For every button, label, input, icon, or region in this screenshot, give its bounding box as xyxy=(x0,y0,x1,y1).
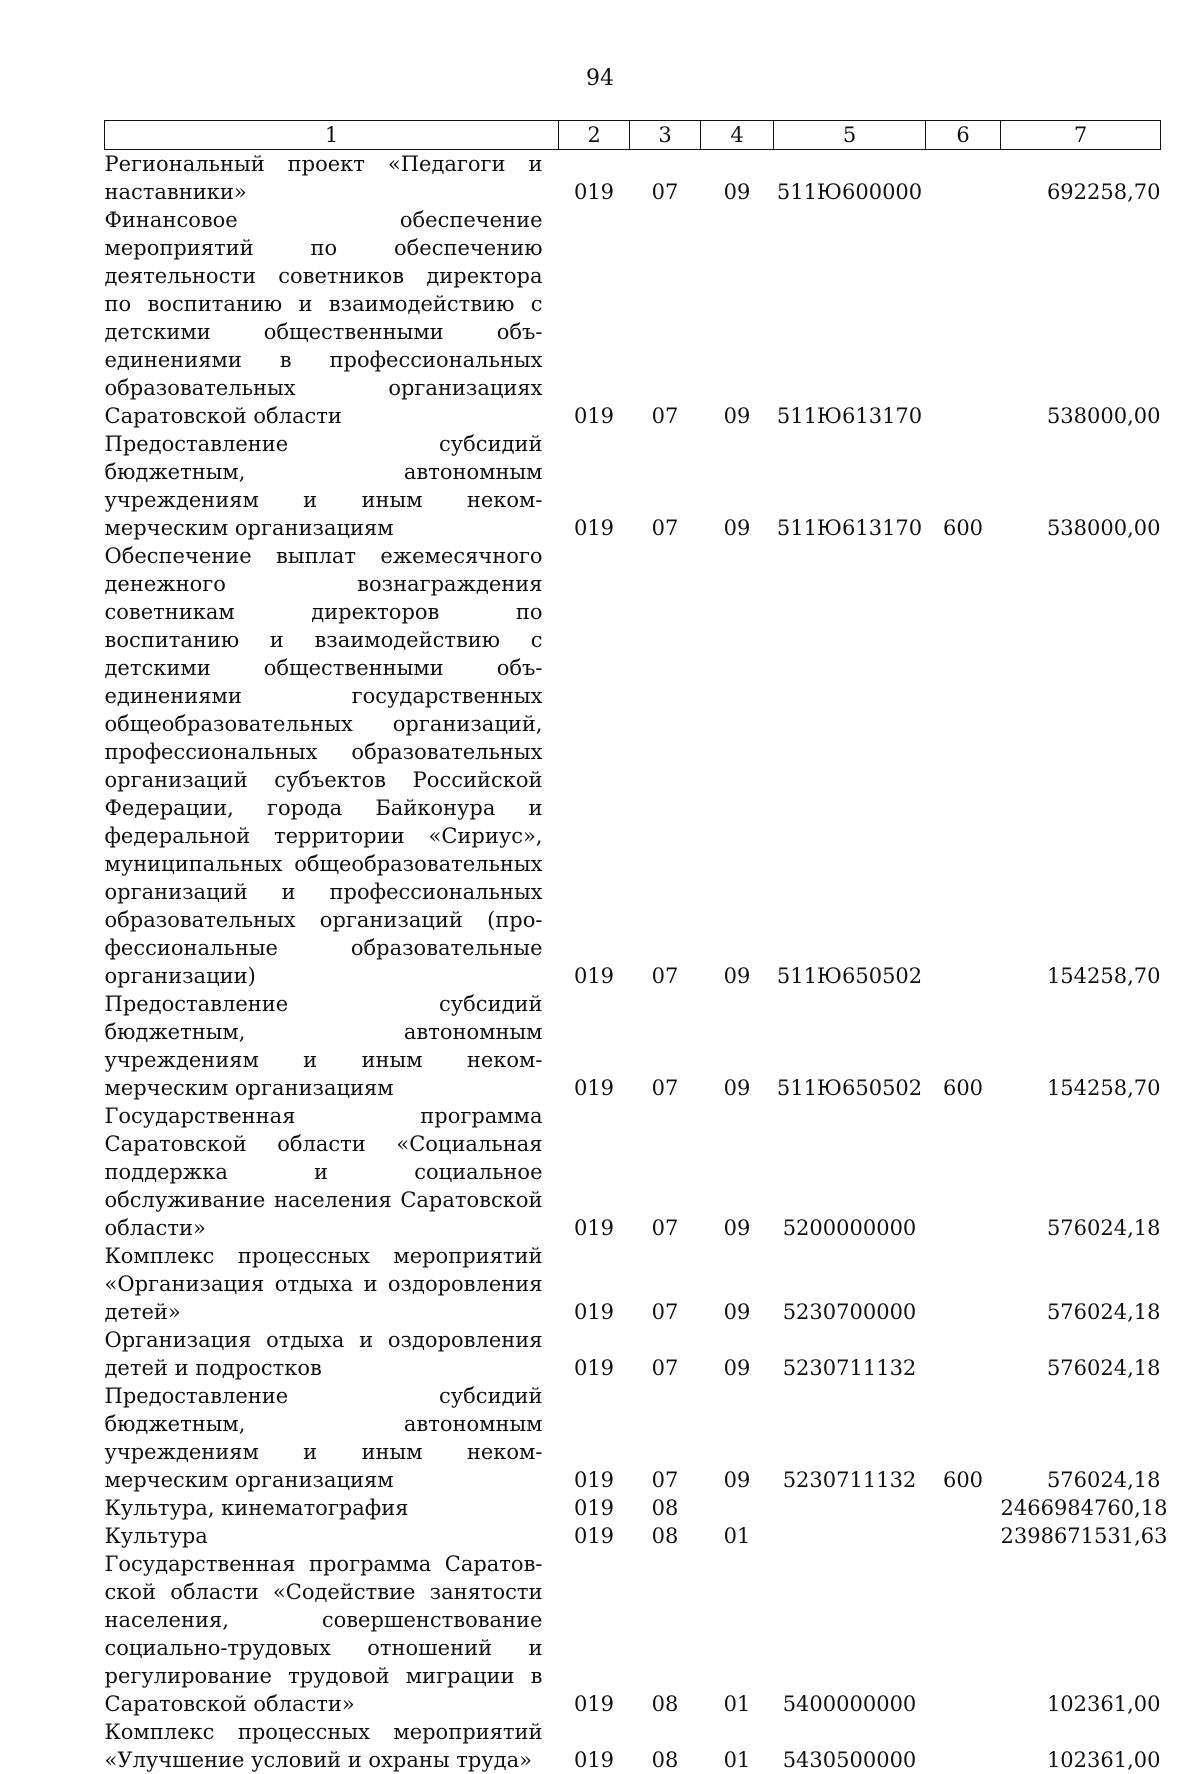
row-subsection-code: 09 xyxy=(723,1076,751,1100)
table-row xyxy=(105,1102,1161,1242)
row-subsection-code: 09 xyxy=(723,516,751,540)
row-section-code: 07 xyxy=(651,404,679,428)
row-ministry-code: 019 xyxy=(573,1356,615,1380)
row-subsection-code: 09 xyxy=(723,404,751,428)
row-ministry-code: 019 xyxy=(573,404,615,428)
row-expense-type xyxy=(926,1326,1001,1382)
row-name: Государственная программа Саратовской области «Содействие занятости населения, совершенствование социально-трудовых отношений и регулирование трудовой миграции в Саратовской области» xyxy=(104,1552,543,1716)
row-target-article: 5230711132 xyxy=(782,1468,917,1492)
row-target-article: 511Ю600000 xyxy=(776,180,923,204)
row-expense-type xyxy=(926,1242,1001,1326)
row-section-code: 07 xyxy=(651,1300,679,1324)
row-section-code: 07 xyxy=(651,180,679,204)
row-name: Государственная программа Саратовской области «Социальная поддержка и социальное обслуживание населения Саратовской области» xyxy=(104,1104,543,1240)
row-amount: 154258,70 xyxy=(1046,1076,1161,1100)
header-row xyxy=(105,121,1161,150)
row-ministry-code: 019 xyxy=(573,1496,615,1520)
row-expense-type xyxy=(926,542,1001,990)
column-header-7: 7 xyxy=(1001,121,1161,150)
row-subsection-code: 09 xyxy=(723,180,751,204)
row-name: Комплекс процессных мероприятий «Организация отдыха и оздоровления детей» xyxy=(104,1244,543,1324)
table-row xyxy=(105,1494,1161,1522)
table-row xyxy=(105,1382,1161,1494)
table-row xyxy=(105,1718,1161,1774)
row-expense-type xyxy=(926,1522,1001,1550)
row-target-article: 5430500000 xyxy=(782,1748,917,1772)
row-subsection-code: 09 xyxy=(723,964,751,988)
row-amount: 692258,70 xyxy=(1046,180,1161,204)
row-subsection-code: 01 xyxy=(723,1524,751,1548)
row-name: Комплекс процессных мероприятий «Улучшение условий и охраны труда» xyxy=(104,1720,543,1772)
row-ministry-code: 019 xyxy=(573,1300,615,1324)
row-ministry-code: 019 xyxy=(573,180,615,204)
row-amount: 2398671531,63 xyxy=(1000,1524,1168,1548)
column-header-3: 3 xyxy=(630,121,701,150)
column-header-5: 5 xyxy=(774,121,926,150)
row-name: Организация отдыха и оздоровления детей и подростков xyxy=(104,1328,543,1380)
row-target-article xyxy=(774,1522,926,1550)
row-target-article: 5230711132 xyxy=(782,1356,917,1380)
row-ministry-code: 019 xyxy=(573,1748,615,1772)
row-subsection-code xyxy=(701,1494,774,1522)
row-expense-type: 600 xyxy=(942,1076,984,1100)
row-target-article: 511Ю650502 xyxy=(776,964,923,988)
row-expense-type xyxy=(926,150,1001,207)
row-ministry-code: 019 xyxy=(573,1076,615,1100)
row-amount: 576024,18 xyxy=(1046,1300,1161,1324)
row-amount: 102361,00 xyxy=(1046,1692,1161,1716)
row-target-article: 511Ю613170 xyxy=(776,404,923,428)
column-header-4: 4 xyxy=(701,121,774,150)
page-number: 94 xyxy=(586,66,614,91)
row-ministry-code: 019 xyxy=(573,1524,615,1548)
row-name: Региональный проект «Педагоги и наставники» xyxy=(104,152,543,204)
row-section-code: 07 xyxy=(651,964,679,988)
row-expense-type xyxy=(926,1550,1001,1718)
row-expense-type xyxy=(926,1718,1001,1774)
table-row xyxy=(105,542,1161,990)
row-ministry-code: 019 xyxy=(573,1468,615,1492)
table-row xyxy=(105,990,1161,1102)
row-amount: 576024,18 xyxy=(1046,1356,1161,1380)
row-ministry-code: 019 xyxy=(573,516,615,540)
table-row xyxy=(105,1550,1161,1718)
row-amount: 2466984760,18 xyxy=(1000,1496,1168,1520)
row-subsection-code: 01 xyxy=(723,1692,751,1716)
row-name: Культура xyxy=(104,1524,208,1548)
row-name: Обеспечение выплат ежемесячного денежного вознаграждения советникам директоров по воспитанию и взаимодействию с детскими общественными объединениями государственных общеобразовательных организаций, профессиональных образовательных организаций субъектов Российской Федерации, города Байконура и федеральной территории «Сириус», муниципальных общеобразовательных организаций и профессиональных образовательных организаций (профессиональные образовательные организации) xyxy=(104,544,543,988)
row-ministry-code: 019 xyxy=(573,964,615,988)
row-section-code: 08 xyxy=(651,1496,679,1520)
row-subsection-code: 09 xyxy=(723,1468,751,1492)
table-row xyxy=(105,430,1161,542)
row-section-code: 07 xyxy=(651,1076,679,1100)
table-row xyxy=(105,1326,1161,1382)
row-target-article: 5230700000 xyxy=(782,1300,917,1324)
row-name: Культура, кинематография xyxy=(104,1496,409,1520)
row-expense-type xyxy=(926,1494,1001,1522)
row-amount: 538000,00 xyxy=(1046,516,1161,540)
row-section-code: 08 xyxy=(651,1748,679,1772)
row-target-article: 5400000000 xyxy=(782,1692,917,1716)
row-subsection-code: 01 xyxy=(723,1748,751,1772)
row-ministry-code: 019 xyxy=(573,1216,615,1240)
column-header-1: 1 xyxy=(105,121,559,150)
row-section-code: 07 xyxy=(651,516,679,540)
row-amount: 102361,00 xyxy=(1046,1748,1161,1772)
row-amount: 576024,18 xyxy=(1046,1468,1161,1492)
row-amount: 576024,18 xyxy=(1046,1216,1161,1240)
row-target-article: 511Ю650502 xyxy=(776,1076,923,1100)
row-name: Предоставление субсидий бюджетным, автономным учреждениям и иным некоммерческим организациям xyxy=(104,992,543,1100)
table-row xyxy=(105,150,1161,207)
row-amount: 538000,00 xyxy=(1046,404,1161,428)
table-row xyxy=(105,1522,1161,1550)
row-target-article: 5200000000 xyxy=(782,1216,917,1240)
row-name: Предоставление субсидий бюджетным, автономным учреждениям и иным некоммерческим организациям xyxy=(104,432,543,540)
row-subsection-code: 09 xyxy=(723,1216,751,1240)
row-section-code: 08 xyxy=(651,1692,679,1716)
row-expense-type xyxy=(926,1102,1001,1242)
table-row xyxy=(105,1242,1161,1326)
row-subsection-code: 09 xyxy=(723,1300,751,1324)
row-target-article: 511Ю613170 xyxy=(776,516,923,540)
row-section-code: 07 xyxy=(651,1356,679,1380)
row-name: Предоставление субсидий бюджетным, автономным учреждениям и иным некоммерческим организациям xyxy=(104,1384,543,1492)
row-target-article xyxy=(774,1494,926,1522)
row-expense-type: 600 xyxy=(942,516,984,540)
row-section-code: 07 xyxy=(651,1468,679,1492)
column-header-2: 2 xyxy=(559,121,630,150)
budget-table xyxy=(104,120,1168,1774)
row-expense-type: 600 xyxy=(942,1468,984,1492)
row-amount: 154258,70 xyxy=(1046,964,1161,988)
row-section-code: 08 xyxy=(651,1524,679,1548)
column-header-6: 6 xyxy=(926,121,1001,150)
row-ministry-code: 019 xyxy=(573,1692,615,1716)
row-subsection-code: 09 xyxy=(723,1356,751,1380)
row-name: Финансовое обеспечение мероприятий по обеспечению деятельности советников директора по воспитанию и взаимодействию с детскими общественными объединениями в профессиональных образовательных организациях Саратовской области xyxy=(104,208,543,428)
row-section-code: 07 xyxy=(651,1216,679,1240)
table-row xyxy=(105,206,1161,430)
row-expense-type xyxy=(926,206,1001,430)
